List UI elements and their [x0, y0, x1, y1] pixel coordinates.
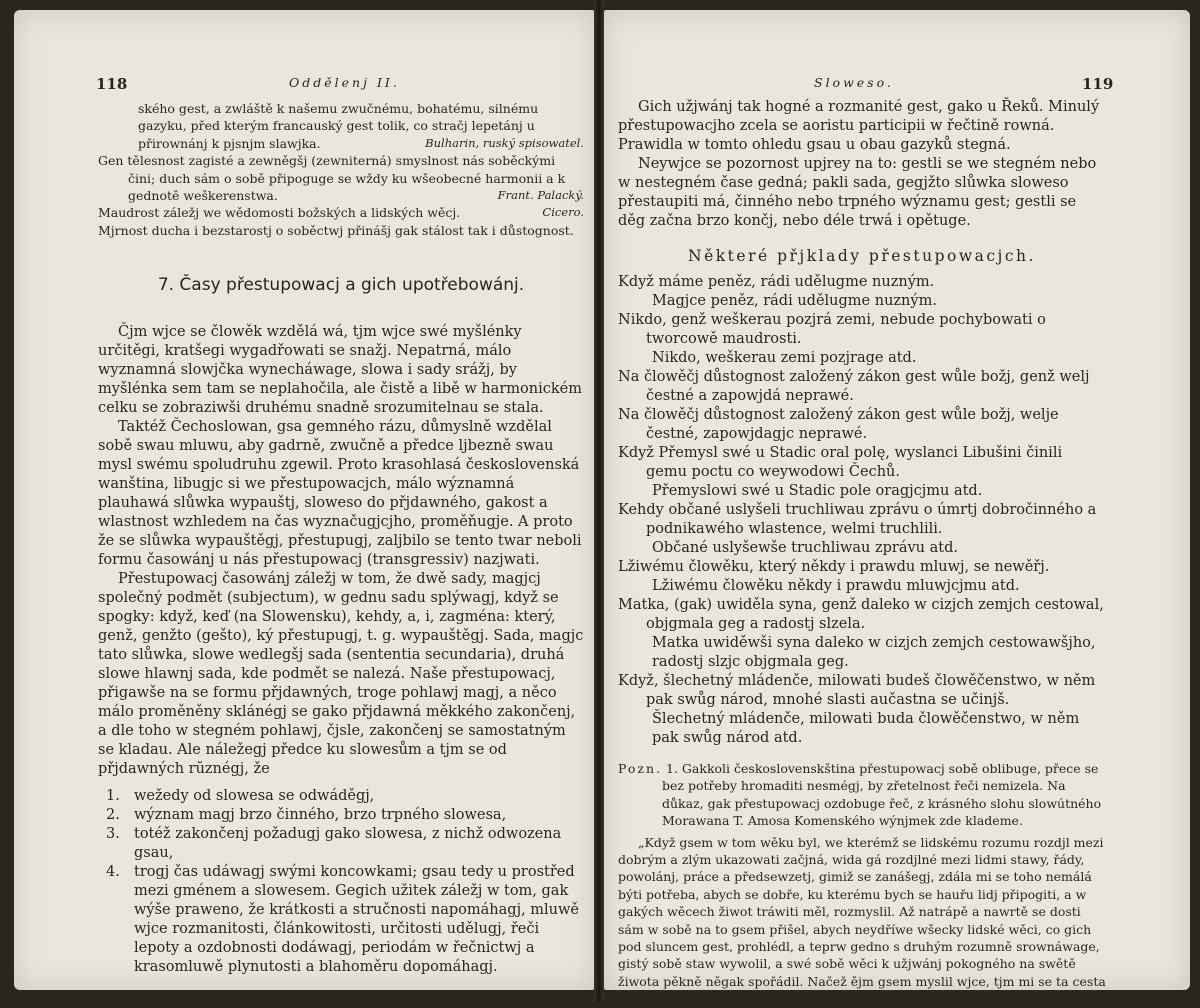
section-body [98, 323, 584, 977]
quote-author: Bulharin, ruský spisowatel. [425, 135, 584, 150]
paragraph: Čjm wjce se člowěk wzdělá wá, tjm wjce swé myšlénky určitěgi, kratšegi wygadřowati se snažj. Nepatrná, málo wyznamná slowjčka wynecháwage, slowa i sady srážj, by myšlénka sem tam se neplahočila, ale čistě a libě w harmonickém celku se zobraziwši druhému snadně srozumitelnau se stala. [98, 324, 582, 417]
list-item: 2. wýznam magj brzo činného, brzo trpného slowesa, [106, 807, 507, 824]
paragraph: Taktéž Čechoslowan, gsa gemného rázu, důmyslně wzdělal sobě swau mluwu, aby gadrně, zwučně a předce ljbezně swau mysl swému spoludruhu zgewil. Proto krasohlasá československá wanština, libugjc si we přestupowacjch, málo wýznamná plauhawá slůwka wypauštj, sloweso do přjdawného, gakost a wlastnost wzhledem na čas wyznačugjcjho, proměňugje. A proto že se slůwka wypauštěgj, přestupugj, zaljbilo se tento twar neboli formu časowánj u nás přestupowacj (transgressiv) nazjwati. [98, 419, 582, 569]
example: Lžiwému člowěku, který někdy i prawdu mluwj, se newěřj. [618, 559, 1050, 575]
example: Nikdo, genž weškerau pozjrá zemi, nebude pochybowati o tworcowě maudrosti. [618, 312, 1046, 347]
examples-block [618, 273, 1106, 748]
example: Kehdy občané uslyšeli truchliwau zprávu o úmrtj dobročinného a podnikawého wlastence, welmi truchlili. [618, 502, 1097, 537]
examples-title: Některé přjklady přestupowacjch. [688, 247, 1036, 265]
komensky-quote: „Když gsem w tom wěku byl, we kterémž se lidskému rozumu rozdjl mezi dobrým a zlým ukazowati začjná, wida gá rozdjlné mezi lidmi stawy, řády, powolánj, práce a předsewzetj, gimiž se zanášegj, zdála mi se toho nemálá býti potřeba, abych se dobře, ku kterému bych se hauřu lidj připogiti, a w gakých wěcech žiwot tráwiti měl, rozmyslil. Až natrápě a nawrtě se dosti sám w sobě na to gsem přišel, abych neydříwe wšecky lidské wěci, co gich pod sluncem gest, prohlédl, a teprw gedno s druhým rozumně srownáwage, gistý sobě staw wywolil, a swé sobě wěci k užjwánj pokogného na swětě žiwota pěkně něgak spořádil. Načež ějm gsem myslil wjce, tjm mi se ta cesta ljbila lépe. Labyrint swěta. [618, 834, 1106, 1007]
note-block [618, 760, 1106, 1008]
page-number: 118 [96, 75, 128, 93]
paragraph: Přestupowacj časowánj záležj w tom, že dwě sady, magjcj společný podmět (subjectum), w gednu sadu splýwagj, když se spogky: když, keď (na Slowensku), kehdy, a, i, zagména: který, genž, genžto (gešto), ký přestupugj, t. g. wypauštěgj. Sada, magjc tato slůwka, slowe wedlegšj sada (sententia secundaria), druhá slowe hlawnj sada, kde podmět se nalezá. Naše přestupowacj, přigawše na se formu přjdawných, troge pohlawj magj, a něco málo proměněny sklánégj se gako přjdawná měkkého zakončenj, a dle toho w stegném pohlawj, čjsle, zakončenj se samostatným se kladau. Ale náležegj předce ku slowesům a tjm se od přjdawných rŭznégj, že [98, 571, 584, 778]
quote-author: Frant. Palacký. [497, 188, 584, 203]
running-head: Sloweso. [814, 75, 894, 90]
quote: Gen tělesnost zagisté a zewněgšj (zewniterná) smyslnost nás soběckými čini; duch sám o sobě připoguge se wždy ku wšeobecné harmonii a k gednotě weškerenstwa. Frant. Palacký. [98, 153, 584, 204]
example: Když, šlechetný mládenče, milowati budeš člowěčenstwo, w něm pak swůg národ, mnohé slasti aučastna se učinjš. [618, 673, 1096, 708]
example: Občané uslyšewše truchliwau zprávu atd. [652, 540, 958, 556]
quote: Mjrnost ducha i bezstarostj o soběctwj přinášj gak stálost tak i důstognost. [98, 222, 574, 238]
note-label: Pozn. [618, 761, 663, 776]
example: Nikdo, weškerau zemi pozjrage atd. [652, 350, 917, 366]
left-page [14, 10, 594, 990]
paragraph: Neywjce se pozornost upjrey na to: gestli se we stegném nebo w nestegném čase gedná; pakli sada, gegjžto slůwka sloweso přestaupiti má, činného nebo trpného wýznamu gest; gestli se děg začna brzo končj, nebo déle trwá i opětuge. [618, 156, 1097, 229]
quotes-block [98, 100, 584, 239]
list-item: 4. trogj čas udáwagj swými koncowkami; gsau tedy u prostřed mezi gménem a slowesem. Gegich užitek záležj w tom, gak wýše praweno, že krátkosti a stručnosti napomáhagj, mluwě wjce rozmanitosti, článkowitosti, určitosti udělugj, řeči lepoty a ozdobnosti dodáwagj, periodám w řečnictwj a krasomluwě plynutosti a blahoměru dopomáhagj. [106, 864, 580, 976]
example: Když máme peněz, rádi udělugme nuzným. [618, 274, 935, 290]
example: Přemyslowi swé u Stadic pole oragjcjmu atd. [652, 483, 983, 499]
quote-source: Labyrint swěta. [1015, 991, 1106, 1006]
properties-list [98, 787, 584, 977]
right-page [604, 10, 1190, 1007]
list-item: 1. wežedy od slowesa se odwáděgj, [106, 788, 375, 805]
section-title: 7. Časy přestupowacj a gich upotřebowánj. [157, 275, 525, 296]
running-head: Oddělenj II. [289, 75, 400, 90]
left-page-body [98, 100, 584, 977]
example: Magjce peněz, rádi udělugme nuzným. [652, 293, 937, 309]
quote-author: Cicero. [542, 205, 584, 220]
quote: ského gest, a zwláště k našemu zwučnému, bohatému, silnému gazyku, před kterým francauský gest tolik, co stračj lepetánj u přirownánj k pjsnjm slawjka. Bulharin, ruský spisowatel. [138, 101, 584, 151]
example: Když Přemysl swé u Stadic oral polę, wyslanci Libušini činili gemu poctu co weywodowi Čechů. [618, 445, 1063, 480]
list-item: 3. totéž zakončenj požadugj gako slowesa, z nichž odwozena gsau, [106, 826, 562, 862]
example: Matka uwiděwši syna daleko w cizjch zemjch cestowawšjho, radostj slzjc objgmala geg. [652, 635, 1096, 670]
book-spine [594, 0, 604, 1002]
page-number: 119 [1082, 75, 1114, 93]
example: Šlechetný mládenče, milowati buda člowěčenstwo, w něm pak swůg národ atd. [652, 711, 1080, 746]
quote: Maudrost záležj we wědomosti božských a lidských wěcj. Cicero. [98, 205, 584, 221]
example: Na člowěčj důstognost založený zákon gest wůle božj, genž welj čestné a zapowjdá neprawé. [618, 369, 1090, 404]
paragraph: Gich užjwánj tak hogné a rozmanité gest, gako u Řeků. Minulý přestupowacjho zcela se aoristu participii w řečtině rowná. Prawidla w tomto ohledu gsau u obau gazyků stegná. [618, 99, 1100, 153]
note: Pozn. 1. Gakkoli československština přestupowacj sobě oblibuge, přece se bez potřeby hromaditi nesmégj, by zřetelnost řeči nemizela. Na důkaz, gak přestupowacj ozdobuge řeč, z krásného slohu slowútného Morawana T. Amosa Komenského wýnjmek zde klademe. [618, 761, 1102, 829]
example: Na člowěčj důstognost založený zákon gest wůle božj, welje čestné, zapowjdagjc neprawé. [618, 407, 1059, 442]
intro-block [618, 98, 1106, 231]
example: Matka, (gak) uwiděla syna, genž daleko w cizjch zemjch cestowal, objgmala geg a radostj slzela. [618, 597, 1104, 632]
right-page-body [618, 98, 1106, 1008]
example: Lžiwému člowěku někdy i prawdu mluwjcjmu atd. [652, 578, 1020, 594]
